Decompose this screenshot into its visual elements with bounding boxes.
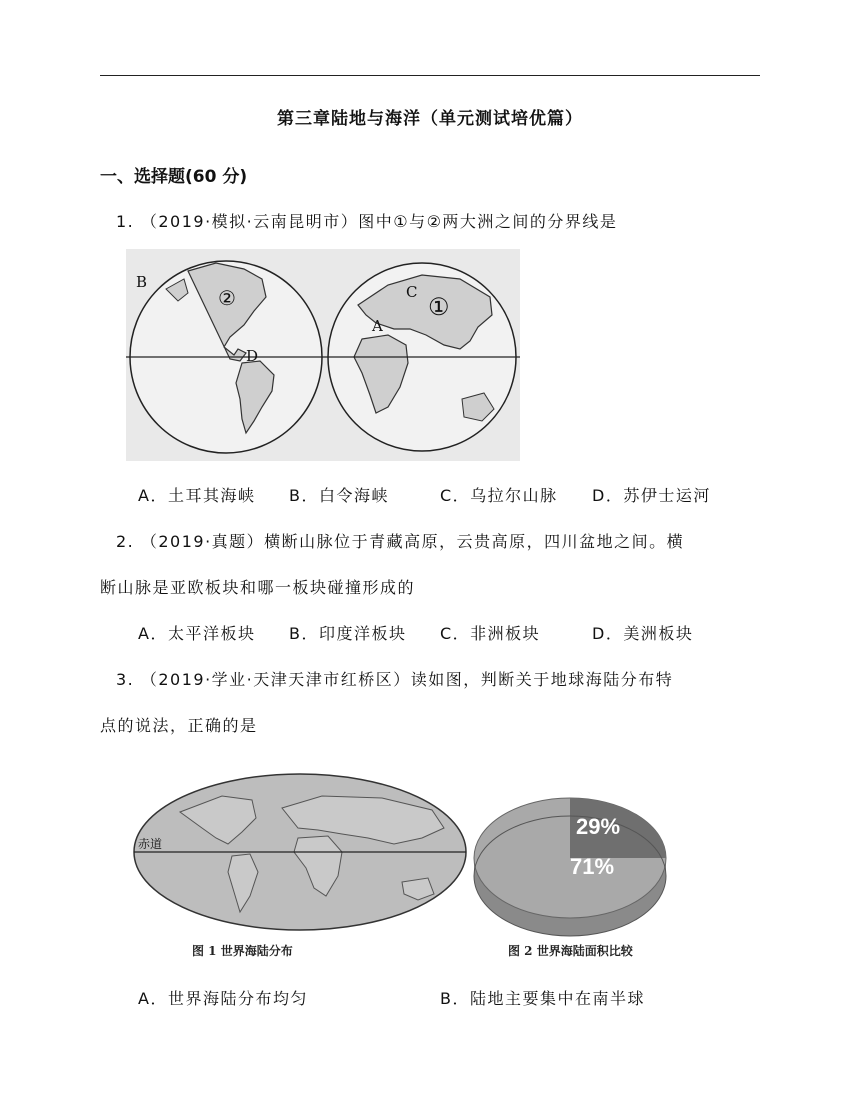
- map-label-1: ①: [428, 293, 450, 321]
- world-map: [134, 774, 466, 930]
- world-ocean-land-figure: [132, 772, 686, 966]
- question-3-stem-line1: 3. （2019·学业·天津天津市红桥区）读如图，判断关于地球海陆分布特: [116, 670, 674, 689]
- q2-option-d[interactable]: D．美洲板块: [592, 624, 694, 643]
- map-label-a: A: [372, 317, 383, 335]
- question-2-stem-line1: 2. （2019·真题）横断山脉位于青藏高原，云贵高原，四川盆地之间。横: [116, 532, 685, 551]
- q1-option-d[interactable]: D．苏伊士运河: [592, 486, 711, 505]
- question-2-stem-line2: 断山脉是亚欧板块和哪一板块碰撞形成的: [100, 578, 416, 597]
- fig1-caption: 图 1 世界海陆分布: [192, 944, 293, 958]
- land-percent-label: 29%: [576, 814, 621, 839]
- ocean-percent-label: 71%: [570, 854, 615, 879]
- page-title: 第三章陆地与海洋（单元测试培优篇）: [277, 109, 583, 129]
- q3-option-a[interactable]: A．世界海陆分布均匀: [138, 989, 308, 1008]
- q1-option-c[interactable]: C．乌拉尔山脉: [440, 486, 558, 505]
- land-ocean-pie: [474, 798, 666, 936]
- map-label-b: B: [136, 273, 148, 291]
- question-1-stem: 1. （2019·模拟·云南昆明市）图中①与②两大洲之间的分界线是: [116, 212, 618, 231]
- map-label-2: ②: [218, 286, 236, 310]
- fig2-caption: 图 2 世界海陆面积比较: [508, 944, 633, 958]
- q1-option-a[interactable]: A．土耳其海峡: [138, 486, 256, 505]
- q2-option-c[interactable]: C．非洲板块: [440, 624, 541, 643]
- q2-option-b[interactable]: B．印度洋板块: [289, 624, 407, 643]
- q3-option-b[interactable]: B．陆地主要集中在南半球: [440, 989, 645, 1008]
- map-label-d: D: [246, 347, 259, 365]
- header-rule: [100, 75, 760, 76]
- fig1-equator-label: 赤道: [138, 837, 163, 851]
- question-3-stem-line2: 点的说法，正确的是: [100, 716, 258, 735]
- map-label-c: C: [406, 283, 418, 301]
- q2-option-a[interactable]: A．太平洋板块: [138, 624, 256, 643]
- section-heading: 一、选择题(60 分): [100, 167, 248, 187]
- q1-option-b[interactable]: B．白令海峡: [289, 486, 389, 505]
- hemispheres-map-figure: [126, 249, 520, 461]
